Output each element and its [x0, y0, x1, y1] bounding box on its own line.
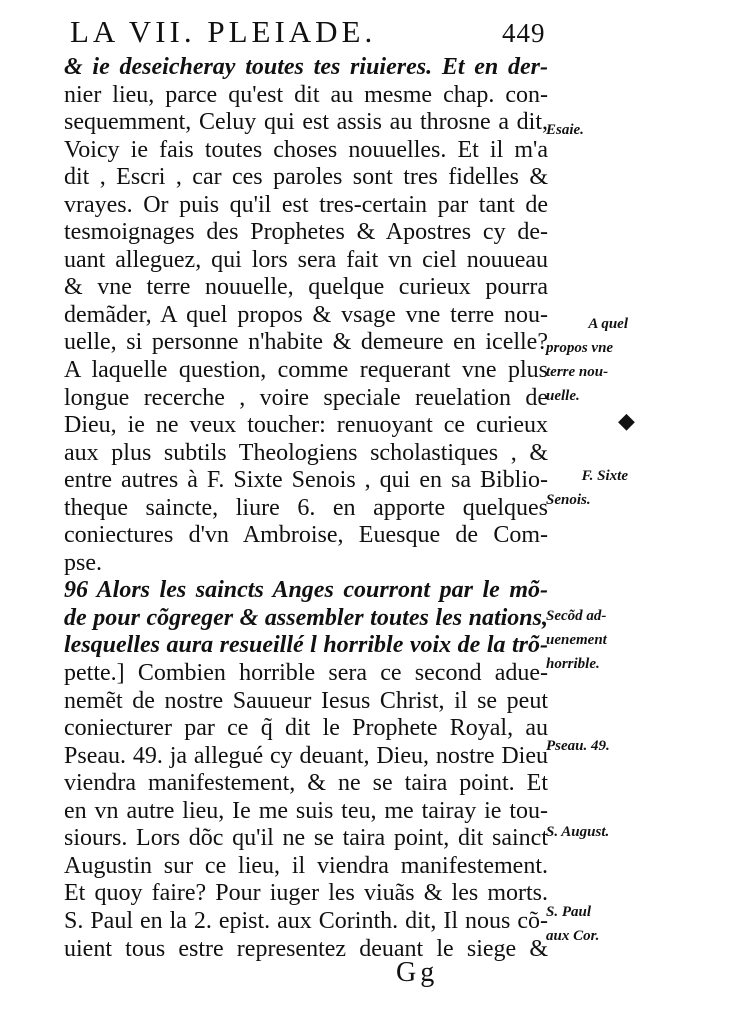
diamond-ornament-icon: ◆	[618, 408, 635, 433]
text-line: demãder, A quel propos & vsage vne terre nou-	[64, 301, 548, 328]
text-line: uient tous estre representez deuant le siege &	[64, 935, 548, 962]
margin-note-line: Senois.	[546, 492, 591, 508]
margin-note-august	[546, 820, 636, 844]
margin-note-pseau	[546, 734, 636, 758]
text-line: siours. Lors dõc qu'il ne se taira point, dit sainct	[64, 825, 548, 852]
text-line: theque saincte, liure 6. en apporte quelques	[64, 494, 548, 521]
text-line: coniectures d'vn Ambroise, Euesque de Com-	[64, 522, 548, 549]
text-line: viendra manifestement, & ne se taira point. Et	[64, 770, 548, 797]
text-line: pse.	[64, 549, 102, 576]
text-line: vrayes. Or puis qu'il est tres-certain par tant de	[64, 191, 548, 218]
margin-note-line: horrible.	[546, 656, 600, 672]
text-line: A laquelle question, comme requerant vne plus	[64, 357, 548, 384]
margin-note-line: S. Paul	[546, 904, 592, 920]
text-line: lesquelles aura resueillé l horrible voix de la trõ-	[64, 632, 548, 659]
text-line: & ie deseicheray toutes tes riuieres. Et en der-	[64, 54, 548, 80]
text-line: Voicy ie fais toutes choses nouuelles. Et il m'a	[64, 136, 548, 163]
body-text	[64, 54, 548, 963]
margin-note-esaie	[546, 118, 636, 142]
margin-note-line: A quel	[588, 316, 628, 332]
margin-note-propos	[546, 312, 628, 336]
text-line: dit , Escri , car ces paroles sont tres fidelles &	[64, 164, 548, 191]
text-line: nier lieu, parce qu'est dit au mesme chap. con-	[64, 81, 548, 108]
margin-note-sixte-cont	[546, 488, 636, 512]
text-line: coniecturer par ce q̃ dit le Prophete Royal, au	[64, 715, 548, 742]
text-line: entre autres à F. Sixte Senois , qui en sa Biblio-	[64, 467, 548, 494]
text-line: S. Paul en la 2. epist. aux Corinth. dit, Il nous cõ-	[64, 907, 548, 934]
margin-note-line: terre nou-	[546, 364, 609, 380]
signature-mark: Gg	[396, 957, 439, 988]
margin-note-line: aux Cor.	[546, 928, 600, 944]
margin-note-line: S. August.	[546, 824, 610, 840]
margin-note-second	[546, 604, 636, 676]
text-line: aux plus subtils Theologiens scholastiques , &	[64, 439, 548, 466]
margin-note-line: Esaie.	[546, 122, 584, 138]
text-line: de pour cõgreger & assembler toutes les nations,	[64, 604, 548, 631]
text-line: sequemment, Celuy qui est assis au throsne a dit,	[64, 109, 548, 136]
text-line: Pseau. 49. ja allegué cy deuant, Dieu, nostre Dieu	[64, 742, 548, 769]
text-line: & vne terre nouuelle, quelque curieux pourra	[64, 274, 548, 301]
margin-note-paul	[546, 900, 636, 948]
text-line: tesmoignages des Prophetes & Apostres cy de-	[64, 219, 548, 246]
margin-note-propos-cont	[546, 336, 636, 408]
text-line: uelle, si personne n'habite & demeure en icelle?	[64, 329, 548, 356]
text-line: en vn autre lieu, Ie me suis teu, me tairay ie tou-	[64, 797, 548, 824]
text-line: Et quoy faire? Pour iuger les viuãs & les morts.	[64, 880, 548, 907]
text-line: uant alleguez, qui lors sera fait vn ciel nouueau	[64, 246, 548, 273]
text-line: nemẽt de nostre Sauueur Iesus Christ, il se peut	[64, 687, 548, 714]
margin-note-line: uelle.	[546, 388, 580, 404]
margin-note-line: Pseau. 49.	[546, 738, 610, 754]
text-line: pette.] Combien horrible sera ce second adue-	[64, 660, 548, 687]
running-title: LA VII. PLEIADE.	[70, 14, 377, 49]
text-line: Augustin sur ce lieu, il viendra manifestement.	[64, 852, 548, 879]
text-line: Dieu, ie ne veux toucher: renuoyant ce curieux	[64, 412, 548, 439]
margin-note-line: Secõd ad-	[546, 608, 607, 624]
margin-note-line: uenement	[546, 632, 607, 648]
text-line: 96 Alors les saincts Anges courront par le mõ-	[64, 577, 548, 604]
margin-note-sixte	[546, 464, 628, 488]
margin-note-line: F. Sixte	[581, 468, 628, 484]
page-number: 449	[502, 18, 546, 48]
margin-note-line: propos vne	[546, 340, 614, 356]
text-line: longue recerche , voire speciale reuelation de	[64, 384, 548, 411]
running-header	[70, 14, 550, 54]
